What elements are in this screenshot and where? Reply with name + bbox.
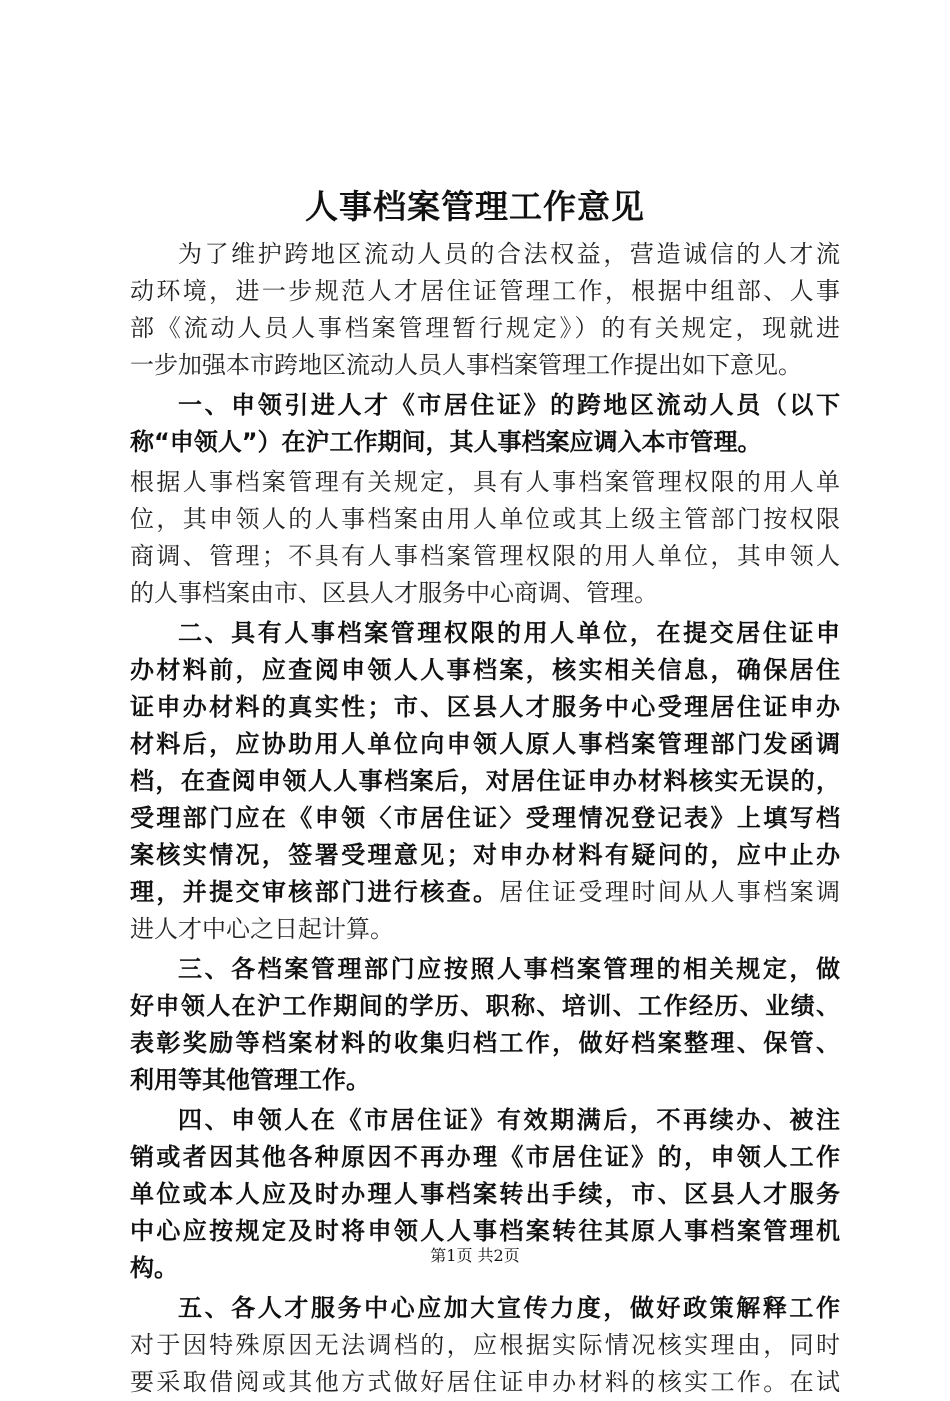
text-line-content: 一、申领引进人才《市居住证》的跨地区流动人员（以下 bbox=[178, 391, 840, 419]
text-line-content: 四、申领人在《市居住证》有效期满后，不再续办、被注 bbox=[178, 1106, 840, 1134]
text-line-content: 进人才中心之日起计算。 bbox=[130, 915, 394, 943]
text-line-content: 利用等其他管理工作。 bbox=[130, 1066, 370, 1094]
document-title: 人事档案管理工作意见 bbox=[305, 187, 645, 226]
text-line-content: 五、各人才服务中心应加大宣传力度，做好政策解释工作 bbox=[178, 1294, 840, 1322]
text-line-content: 单位或本人应及时办理人事档案转出手续，市、区县人才服务 bbox=[130, 1180, 840, 1208]
text-line bbox=[130, 501, 840, 538]
text-line bbox=[130, 1290, 840, 1327]
text-line-content: 表彰奖励等档案材料的收集归档工作，做好档案整理、保管、 bbox=[130, 1029, 840, 1057]
text-line bbox=[130, 837, 840, 874]
text-line-content: 为了维护跨地区流动人员的合法权益，营造诚信的人才流 bbox=[178, 240, 840, 268]
text-line bbox=[130, 1139, 840, 1176]
text-line bbox=[130, 615, 840, 652]
text-line bbox=[130, 1062, 840, 1099]
text-line-content: 要采取借阅或其他方式做好居住证申办材料的核实工作。在试 bbox=[130, 1368, 840, 1396]
text-line bbox=[130, 1025, 840, 1062]
text-line-content: 构。 bbox=[130, 1254, 178, 1282]
text-line bbox=[130, 273, 840, 310]
text-line bbox=[130, 347, 840, 384]
text-line bbox=[130, 652, 840, 689]
text-line bbox=[130, 575, 840, 612]
text-line bbox=[130, 726, 840, 763]
text-line bbox=[130, 874, 840, 911]
text-line-content: 商调、管理；不具有人事档案管理权限的用人单位，其申领人 bbox=[130, 542, 840, 570]
text-line bbox=[130, 988, 840, 1025]
text-line-content: 证申办材料的真实性；市、区县人才服务中心受理居住证申办 bbox=[130, 693, 840, 721]
text-line bbox=[130, 763, 840, 800]
text-line bbox=[130, 1364, 840, 1401]
text-line-content: 对于因特殊原因无法调档的，应根据实际情况核实理由，同时 bbox=[130, 1331, 840, 1359]
text-line bbox=[130, 236, 840, 273]
text-line-content: 案核实情况，签署受理意见；对申办材料有疑问的，应中止办 bbox=[130, 841, 840, 869]
text-line-content: 二、具有人事档案管理权限的用人单位，在提交居住证申 bbox=[178, 619, 840, 647]
text-line-content: 好申领人在沪工作期间的学历、职称、培训、工作经历、业绩、 bbox=[130, 992, 840, 1020]
text-line-content: 位，其申领人的人事档案由用人单位或其上级主管部门按权限 bbox=[130, 505, 840, 533]
text-line-content: 根据人事档案管理有关规定，具有人事档案管理权限的用人单 bbox=[130, 468, 840, 496]
text-line bbox=[130, 538, 840, 575]
text-line bbox=[130, 424, 840, 461]
text-line-content: 材料后，应协助用人单位向申领人原人事档案管理部门发函调 bbox=[130, 730, 840, 758]
text-line-content: 动环境，进一步规范人才居住证管理工作，根据中组部、人事 bbox=[130, 277, 840, 305]
text-line-content: 部《流动人员人事档案管理暂行规定》）的有关规定，现就进 bbox=[130, 314, 840, 342]
text-line-content: 称“申领人”）在沪工作期间，其人事档案应调入本市管理。 bbox=[130, 428, 762, 456]
text-line bbox=[130, 1176, 840, 1213]
text-line-content: 办材料前，应查阅申领人人事档案，核实相关信息，确保居住 bbox=[130, 656, 840, 684]
text-line-tail: 居住证受理时间从人事档案调 bbox=[499, 878, 841, 906]
text-line bbox=[130, 1102, 840, 1139]
text-line-content: 销或者因其他各种原因不再办理《市居住证》的，申领人工作 bbox=[130, 1143, 840, 1171]
text-line-content: 档，在查阅申领人人事档案后，对居住证申办材料核实无误的， bbox=[130, 767, 840, 795]
text-line-content: 一步加强本市跨地区流动人员人事档案管理工作提出如下意见。 bbox=[130, 351, 802, 379]
text-line bbox=[130, 464, 840, 501]
text-line-content: 中心应按规定及时将申领人人事档案转往其原人事档案管理机 bbox=[130, 1217, 840, 1245]
text-line bbox=[130, 310, 840, 347]
text-line-content: 的人事档案由市、区县人才服务中心商调、管理。 bbox=[130, 579, 658, 607]
text-line-content: 理，并提交审核部门进行核查。 bbox=[130, 878, 500, 906]
text-line bbox=[130, 911, 840, 948]
text-line bbox=[130, 387, 840, 424]
text-line bbox=[130, 800, 840, 837]
document-body bbox=[130, 236, 840, 1401]
text-line bbox=[130, 689, 840, 726]
page-footer: 第1页 共2页 bbox=[430, 1246, 520, 1265]
text-line bbox=[130, 1327, 840, 1364]
text-line-content: 三、各档案管理部门应按照人事档案管理的相关规定，做 bbox=[178, 955, 840, 983]
text-line bbox=[130, 951, 840, 988]
text-line-content: 受理部门应在《申领〈市居住证〉受理情况登记表》上填写档 bbox=[130, 804, 840, 832]
